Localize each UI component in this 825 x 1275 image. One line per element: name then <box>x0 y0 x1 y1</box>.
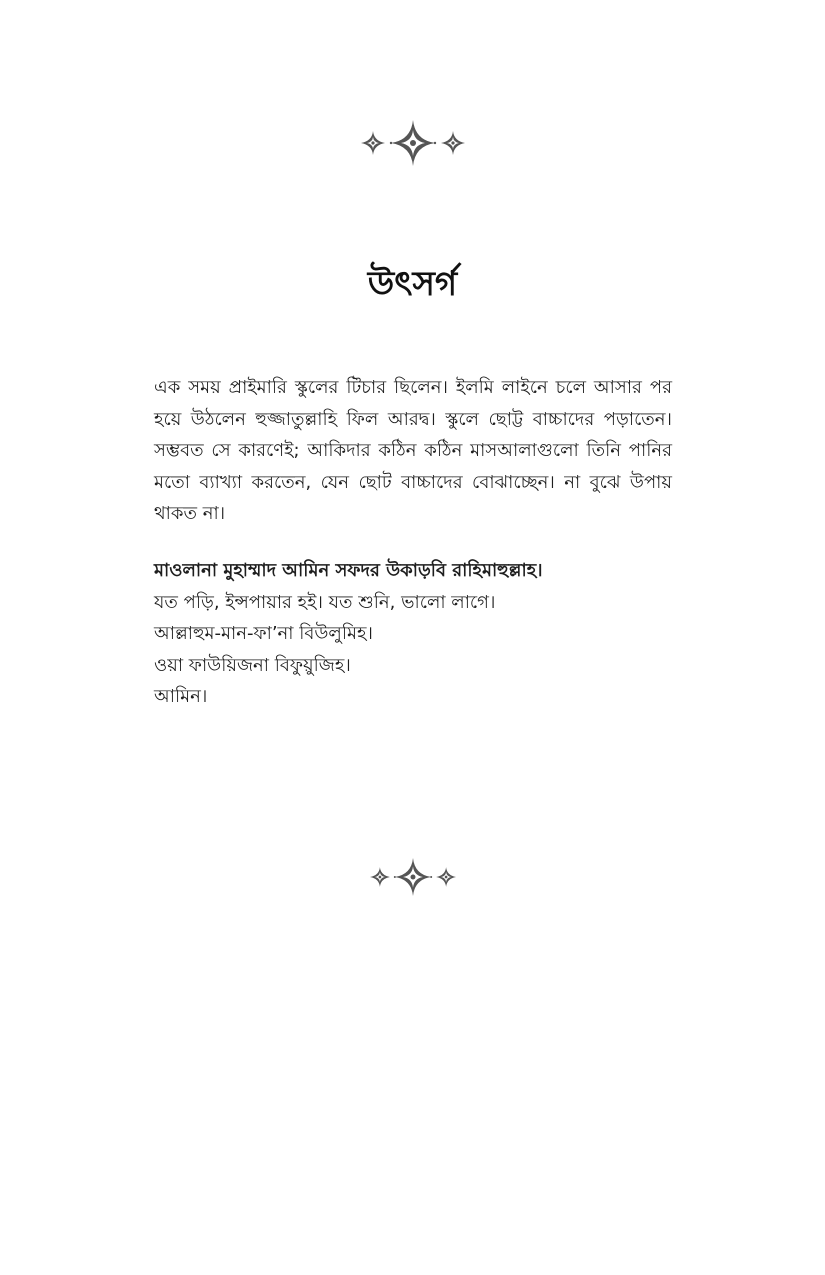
dedication-line-1: যত পড়ি, ইন্সপায়ার হই। যত শুনি, ভালো লাগে। <box>154 591 496 613</box>
diamond-sparkle-ornament-icon <box>370 855 456 899</box>
dedication-paragraph-block <box>154 372 672 530</box>
ornament-bottom <box>0 855 825 899</box>
dedication-line-3: ওয়া ফাউয়িজনা বিফুয়ুজিহ। <box>154 654 351 676</box>
dedication-line-4: আমিন। <box>154 686 208 707</box>
dedication-line-2: আল্লাহুম-মান-ফা’না বিউলুমিহ। <box>154 623 373 644</box>
dedication-block <box>154 555 714 713</box>
diamond-sparkle-ornament-icon <box>361 118 465 168</box>
ornament-top <box>0 118 825 168</box>
dedication-name: মাওলানা মুহাম্মাদ আমিন সফদর উকাড়বি রাহিমাহুল্লাহ। <box>154 560 543 581</box>
page-title: উৎসর্গ <box>367 264 458 304</box>
dedication-paragraph: এক সময় প্রাইমারি স্কুলের টিচার ছিলেন। ইলমি লাইনে চলে আসার পর হয়ে উঠলেন হুজ্জাতুল্লাহি ফিল আরদ্ব। স্কুলে ছোট্ট বাচ্চাদের পড়াতেন। সম্ভবত সে কারণেই; আকিদার কঠিন কঠিন মাসআলাগুলো তিনি পানির মতো ব্যাখ্যা করতেন, যেন ছোট বাচ্চাদের বোঝাচ্ছেন। না বুঝে উপায় থাকত না। <box>154 377 672 524</box>
